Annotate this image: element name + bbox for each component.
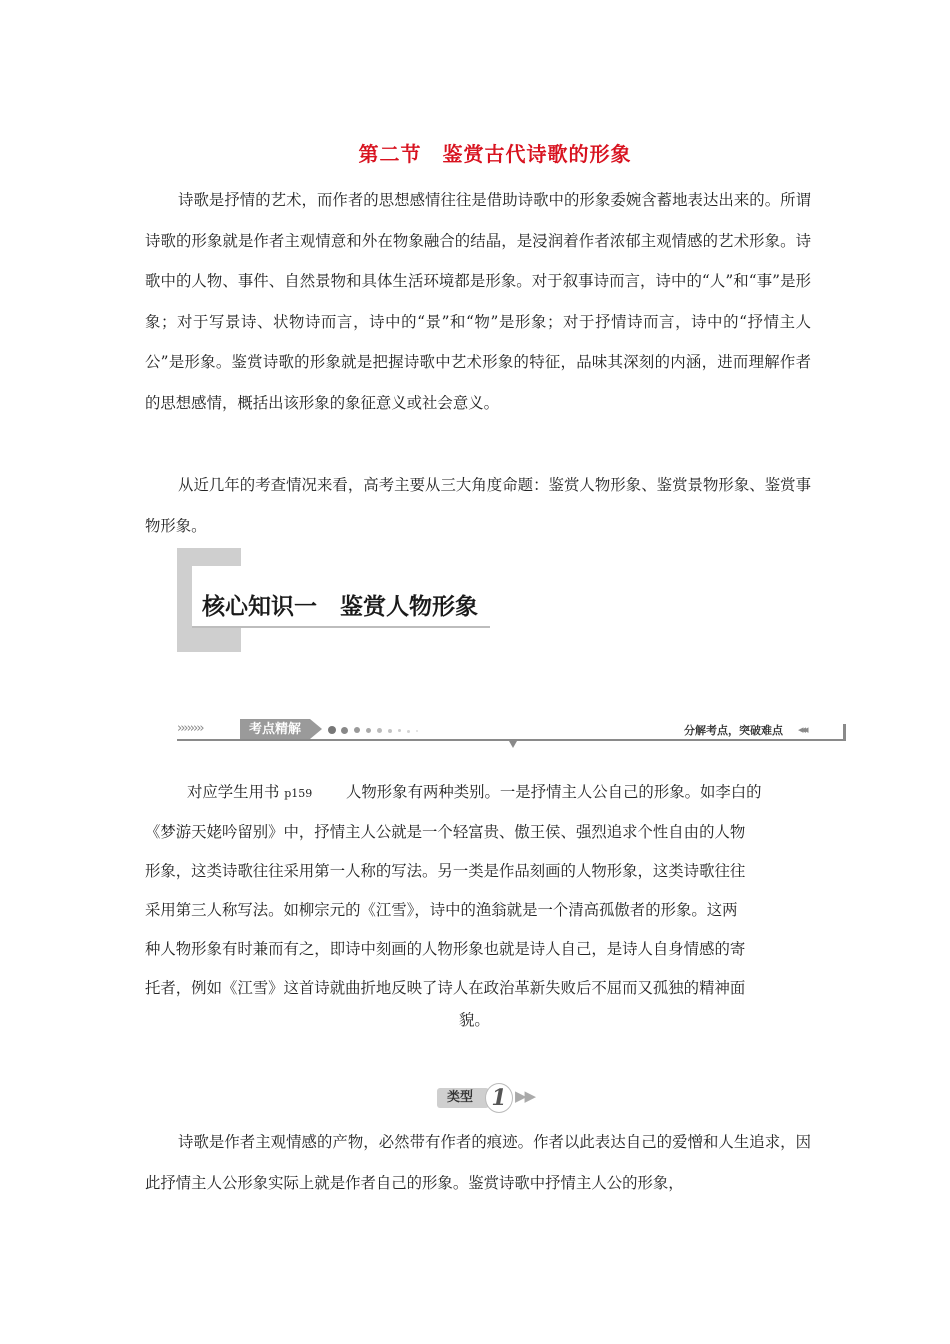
banner-tag-arrow — [310, 719, 322, 739]
dot-icon — [354, 727, 360, 733]
reference-page: p159 — [284, 787, 313, 800]
intro-paragraph-2: 从近几年的考查情况来看，高考主要从三大角度命题：鉴赏人物形象、鉴赏景物形象、鉴赏事物形象。 — [145, 476, 811, 535]
chevron-right-icon: ›››››››› — [177, 721, 203, 736]
type-number: 1 — [485, 1083, 513, 1113]
banner-end-bar — [843, 724, 846, 741]
section-title: 第二节 鉴赏古代诗歌的形象 — [358, 142, 632, 166]
play-arrows-icon: ▶▶ — [515, 1087, 535, 1105]
text-line: 人物形象有两种类别。一是抒情主人公自己的形象。如李白的 — [346, 783, 762, 801]
text-line: 《梦游天姥吟留别》中，抒情主人公就是一个轻富贵、傲王侯、强烈追求个性自由的人物 — [145, 823, 746, 841]
type-label: 类型 — [437, 1088, 489, 1108]
text-line: 貌。 — [459, 1011, 490, 1029]
dot-icon — [416, 730, 418, 732]
core-knowledge-title: 核心知识一 鉴赏人物形象 — [202, 594, 478, 620]
dot-icon — [377, 728, 382, 733]
core-knowledge-underline — [192, 626, 490, 628]
rewind-icon: ◂◂◂ — [798, 723, 806, 736]
banner-subtitle: 分解考点，突破难点 — [684, 724, 783, 737]
dot-icon — [388, 729, 392, 733]
intro-paragraph-1: 诗歌是抒情的艺术，而作者的思想感情往往是借助诗歌中的形象委婉含蓄地表达出来的。所谓诗歌的形象就是作者主观情意和外在物象融合的结晶，是浸润着作者浓郁主观情感的艺术形象。诗歌中的人物、事件、自然景物和具体生活环境都是形象。对于叙事诗而言，诗中的“人”和“事”是形象；对于写景诗、状物诗而言，诗中的“景”和“物”是形象；对于抒情诗而言，诗中的“抒情主人公”是形象。鉴赏诗歌的形象就是把握诗歌中艺术形象的特征，品味其深刻的内涵，进而理解作者的思想感情，概括出该形象的象征意义或社会意义。 — [145, 191, 811, 412]
text-line — [187, 782, 312, 804]
text-line: 托者，例如《江雪》这首诗就曲折地反映了诗人在政治革新失败后不屈而又孤独的精神面 — [145, 979, 746, 997]
text-line: 采用第三人称写法。如柳宗元的《江雪》，诗中的渔翁就是一个清高孤傲者的形象。这两 — [145, 901, 738, 919]
dot-icon — [366, 728, 371, 733]
caret-down-icon — [509, 741, 517, 748]
reference-label: 对应学生用书 — [187, 783, 285, 801]
type1-paragraph: 诗歌是作者主观情感的产物，必然带有作者的痕迹。作者以此表达自己的爱憎和人生追求，因此抒情主人公形象实际上就是作者自己的形象。鉴赏诗歌中抒情主人公的形象， — [145, 1133, 811, 1192]
dot-icon — [328, 726, 336, 734]
dot-icon — [398, 729, 401, 732]
dot-icon — [341, 727, 348, 734]
text-line: 形象，这类诗歌往往采用第一人称的写法。另一类是作品刻画的人物形象，这类诗歌往往 — [145, 862, 746, 880]
banner-tag: 考点精解 — [240, 719, 310, 740]
text-line: 种人物形象有时兼而有之，即诗中刻画的人物形象也就是诗人自己，是诗人自身情感的寄 — [145, 940, 746, 958]
dot-icon — [407, 730, 410, 733]
